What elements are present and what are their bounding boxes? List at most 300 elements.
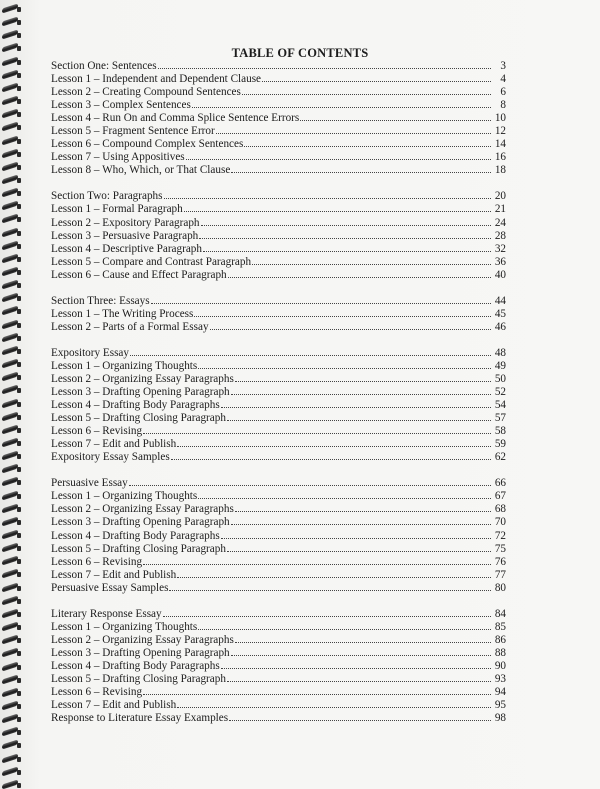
toc-page-number: 57 xyxy=(494,412,506,425)
binding-coil xyxy=(2,779,18,789)
binding-coil xyxy=(2,214,18,224)
dot-leader xyxy=(143,685,491,695)
toc-page-number: 32 xyxy=(494,242,506,255)
toc-entry-label: Lesson 7 – Using Appositives xyxy=(51,151,185,164)
binding-coil xyxy=(2,556,18,566)
toc-entry-label: Section Two: Paragraphs xyxy=(51,190,163,203)
binding-coil xyxy=(2,753,18,763)
binding-hole xyxy=(17,480,21,485)
binding-coil xyxy=(2,608,18,618)
binding-hole xyxy=(17,375,21,380)
binding-coil xyxy=(2,201,18,211)
toc-page-number: 20 xyxy=(494,190,506,203)
binding-coil xyxy=(2,227,18,237)
page-title: TABLE OF CONTENTS xyxy=(231,46,369,60)
toc-entry xyxy=(51,698,506,711)
toc-page-number: 3 xyxy=(500,60,506,72)
binding-hole xyxy=(17,86,21,91)
toc-entry xyxy=(51,242,506,255)
toc-entry xyxy=(51,268,506,281)
toc-entry-label: Lesson 1 – Formal Paragraph xyxy=(51,203,183,216)
toc-entry xyxy=(51,659,506,672)
binding-hole xyxy=(17,165,21,170)
toc-entry-label: Lesson 2 – Parts of a Formal Essay xyxy=(51,320,209,333)
dot-leader xyxy=(129,476,491,486)
binding-coil xyxy=(2,345,18,355)
toc-entry xyxy=(51,568,506,581)
dot-leader xyxy=(198,359,491,369)
dot-leader xyxy=(163,607,491,617)
binding-hole xyxy=(17,507,21,512)
toc-entry-label: Lesson 7 – Edit and Publish xyxy=(51,438,177,451)
dot-leader xyxy=(221,659,491,669)
toc-entry xyxy=(51,385,506,398)
toc-entry-label: Persuasive Essay Samples xyxy=(51,581,169,594)
binding-hole xyxy=(17,231,21,236)
binding-coil xyxy=(2,464,18,474)
toc-entry xyxy=(51,137,506,150)
dot-leader xyxy=(227,411,491,421)
binding-coil xyxy=(2,240,18,250)
binding-coil xyxy=(2,69,18,79)
binding-coil xyxy=(2,332,18,342)
table-of-contents xyxy=(51,59,506,724)
dot-leader xyxy=(231,515,491,525)
toc-entry-label: Lesson 4 – Drafting Body Paragraphs xyxy=(51,399,220,412)
toc-page-number: 68 xyxy=(494,503,506,516)
toc-entry-label: Lesson 1 – Organizing Thoughts xyxy=(51,620,198,633)
binding-hole xyxy=(17,678,21,683)
binding-hole xyxy=(17,125,21,130)
toc-section-heading xyxy=(51,294,506,307)
toc-page-number: 62 xyxy=(494,451,506,464)
binding-hole xyxy=(17,586,21,591)
binding-coil xyxy=(2,358,18,368)
binding-hole xyxy=(17,402,21,407)
toc-page-number: 95 xyxy=(494,699,506,712)
binding-coil xyxy=(2,687,18,697)
binding-hole xyxy=(17,270,21,275)
dot-leader xyxy=(262,72,491,82)
toc-page-number: 77 xyxy=(494,568,506,581)
binding-coil xyxy=(2,621,18,631)
toc-page-number: 76 xyxy=(494,555,506,568)
toc-section-heading xyxy=(51,346,506,359)
toc-page-number: 75 xyxy=(494,542,506,555)
toc-entry-label: Expository Essay Samples xyxy=(51,451,170,464)
binding-coil xyxy=(2,17,18,27)
binding-coil xyxy=(2,280,18,290)
toc-entry xyxy=(51,672,506,685)
dot-leader xyxy=(300,111,491,121)
dot-leader xyxy=(198,489,491,499)
toc-entry-label: Literary Response Essay xyxy=(51,607,162,620)
spiral-binding xyxy=(0,0,26,789)
dot-leader xyxy=(177,568,491,578)
binding-hole xyxy=(17,599,21,604)
toc-entry xyxy=(51,307,506,320)
binding-hole xyxy=(17,757,21,762)
toc-entry-label: Lesson 1 – Organizing Thoughts xyxy=(51,359,198,372)
toc-page-number: 46 xyxy=(494,320,506,333)
toc-entry-label: Lesson 4 – Drafting Body Paragraphs xyxy=(51,529,220,542)
dot-leader xyxy=(231,646,491,656)
toc-page-number: 6 xyxy=(500,86,506,99)
dot-leader xyxy=(186,150,491,160)
binding-coil xyxy=(2,174,18,184)
toc-entry-label: Section One: Sentences xyxy=(51,60,157,72)
dot-leader xyxy=(227,542,491,552)
dot-leader xyxy=(151,294,491,304)
toc-entry xyxy=(51,437,506,450)
toc-entry-label: Lesson 3 – Drafting Opening Paragraph xyxy=(51,646,230,659)
binding-hole xyxy=(17,323,21,328)
toc-page-number: 10 xyxy=(494,112,506,125)
binding-hole xyxy=(17,651,21,656)
toc-page-number: 40 xyxy=(494,268,506,281)
toc-entry xyxy=(51,529,506,542)
toc-entry-label: Lesson 1 – Independent and Dependent Clause xyxy=(51,73,262,86)
toc-page-number: 12 xyxy=(494,125,506,138)
toc-entry xyxy=(51,620,506,633)
binding-coil xyxy=(2,740,18,750)
binding-coil xyxy=(2,411,18,421)
toc-entry xyxy=(51,711,506,724)
toc-section-heading xyxy=(51,607,506,620)
binding-hole xyxy=(17,139,21,144)
dot-leader xyxy=(221,398,491,408)
binding-coil xyxy=(2,450,18,460)
binding-hole xyxy=(17,362,21,367)
binding-hole xyxy=(17,454,21,459)
binding-coil xyxy=(2,3,18,13)
toc-entry-label: Lesson 2 – Organizing Essay Paragraphs xyxy=(51,503,234,516)
binding-hole xyxy=(17,743,21,748)
toc-entry xyxy=(51,320,506,333)
binding-coil xyxy=(2,661,18,671)
binding-coil xyxy=(2,293,18,303)
binding-coil xyxy=(2,674,18,684)
toc-page-number: 88 xyxy=(494,646,506,659)
binding-hole xyxy=(17,665,21,670)
dot-leader xyxy=(194,307,491,317)
binding-hole xyxy=(17,559,21,564)
toc-entry-label: Lesson 2 – Organizing Essay Paragraphs xyxy=(51,633,234,646)
dot-leader xyxy=(164,189,492,199)
dot-leader xyxy=(227,672,491,682)
toc-page-number: 85 xyxy=(494,620,506,633)
toc-entry-label: Lesson 6 – Cause and Effect Paragraph xyxy=(51,268,227,281)
toc-entry xyxy=(51,85,506,98)
binding-hole xyxy=(17,428,21,433)
binding-hole xyxy=(17,415,21,420)
dot-leader xyxy=(210,320,491,330)
toc-entry xyxy=(51,150,506,163)
dot-leader xyxy=(203,242,491,252)
binding-coil xyxy=(2,766,18,776)
binding-coil xyxy=(2,727,18,737)
toc-page-number: 50 xyxy=(494,372,506,385)
toc-entry-label: Lesson 6 – Compound Complex Sentences xyxy=(51,138,244,151)
binding-coil xyxy=(2,635,18,645)
binding-hole xyxy=(17,612,21,617)
dot-leader xyxy=(228,268,491,278)
binding-coil xyxy=(2,319,18,329)
toc-page-number: 67 xyxy=(494,490,506,503)
dot-leader xyxy=(169,581,491,591)
dot-leader xyxy=(252,255,491,265)
toc-entry-label: Lesson 7 – Edit and Publish xyxy=(51,699,177,712)
binding-coil xyxy=(2,82,18,92)
toc-entry-label: Lesson 3 – Drafting Opening Paragraph xyxy=(51,516,230,529)
binding-hole xyxy=(17,533,21,538)
toc-page-number: 58 xyxy=(494,425,506,438)
binding-hole xyxy=(17,217,21,222)
toc-entry xyxy=(51,502,506,515)
toc-entry-label: Section Three: Essays xyxy=(51,294,150,307)
binding-coil xyxy=(2,148,18,158)
binding-hole xyxy=(17,244,21,249)
toc-entry xyxy=(51,424,506,437)
toc-section-heading xyxy=(51,476,506,489)
dot-leader xyxy=(177,437,491,447)
dot-leader xyxy=(198,620,491,630)
toc-entry-label: Response to Literature Essay Examples xyxy=(51,712,229,725)
binding-hole xyxy=(17,33,21,38)
toc-entry xyxy=(51,633,506,646)
binding-coil xyxy=(2,135,18,145)
dot-leader xyxy=(231,163,491,173)
binding-hole xyxy=(17,349,21,354)
binding-coil xyxy=(2,161,18,171)
toc-entry xyxy=(51,555,506,568)
toc-entry-label: Lesson 5 – Compare and Contrast Paragraph xyxy=(51,255,252,268)
binding-coil xyxy=(2,266,18,276)
binding-hole xyxy=(17,152,21,157)
binding-hole xyxy=(17,625,21,630)
toc-entry xyxy=(51,685,506,698)
toc-entry xyxy=(51,255,506,268)
section-gap xyxy=(51,594,506,607)
toc-entry-label: Lesson 7 – Edit and Publish xyxy=(51,568,177,581)
binding-coil xyxy=(2,424,18,434)
section-gap xyxy=(51,463,506,476)
binding-hole xyxy=(17,520,21,525)
toc-entry xyxy=(51,72,506,85)
toc-section-heading xyxy=(51,59,506,72)
dot-leader xyxy=(143,555,491,565)
toc-entry-label: Lesson 3 – Complex Sentences xyxy=(51,99,191,112)
toc-entry-label: Lesson 1 – Organizing Thoughts xyxy=(51,490,198,503)
toc-entry xyxy=(51,359,506,372)
binding-hole xyxy=(17,546,21,551)
toc-page-number: 24 xyxy=(494,216,506,229)
toc-page-number: 54 xyxy=(494,399,506,412)
toc-entry-label: Lesson 6 – Revising xyxy=(51,425,143,438)
dot-leader xyxy=(192,98,491,108)
binding-hole xyxy=(17,704,21,709)
binding-hole xyxy=(17,717,21,722)
toc-page-number: 84 xyxy=(494,607,506,620)
binding-hole xyxy=(17,494,21,499)
toc-page-number: 16 xyxy=(494,151,506,164)
dot-leader xyxy=(158,59,491,69)
toc-entry-label: Expository Essay xyxy=(51,346,129,359)
toc-page-number: 28 xyxy=(494,229,506,242)
binding-hole xyxy=(17,112,21,117)
dot-leader xyxy=(216,124,491,134)
dot-leader xyxy=(177,698,491,708)
toc-page-number: 36 xyxy=(494,255,506,268)
binding-coil xyxy=(2,122,18,132)
toc-entry-label: Lesson 4 – Descriptive Paragraph xyxy=(51,242,202,255)
dot-leader xyxy=(201,216,491,226)
binding-hole xyxy=(17,467,21,472)
binding-coil xyxy=(2,477,18,487)
toc-entry-label: Lesson 3 – Persuasive Paragraph xyxy=(51,229,199,242)
binding-hole xyxy=(17,178,21,183)
toc-page-number: 21 xyxy=(494,203,506,216)
binding-hole xyxy=(17,283,21,288)
toc-page-number: 93 xyxy=(494,672,506,685)
toc-page-number: 14 xyxy=(494,138,506,151)
binding-coil xyxy=(2,503,18,513)
binding-coil xyxy=(2,543,18,553)
dot-leader xyxy=(229,711,491,721)
toc-entry-label: Lesson 5 – Drafting Closing Paragraph xyxy=(51,672,226,685)
toc-entry xyxy=(51,124,506,137)
binding-coil xyxy=(2,306,18,316)
binding-hole xyxy=(17,730,21,735)
toc-entry-label: Lesson 2 – Creating Compound Sentences xyxy=(51,86,241,99)
toc-page-number: 90 xyxy=(494,659,506,672)
binding-hole xyxy=(17,191,21,196)
binding-coil xyxy=(2,529,18,539)
binding-hole xyxy=(17,73,21,78)
section-gap xyxy=(51,176,506,189)
toc-entry xyxy=(51,163,506,176)
section-gap xyxy=(51,333,506,346)
dot-leader xyxy=(130,346,491,356)
dot-leader xyxy=(242,85,491,95)
dot-leader xyxy=(221,529,491,539)
toc-page-number: 18 xyxy=(494,164,506,177)
binding-coil xyxy=(2,398,18,408)
toc-page-number: 4 xyxy=(500,73,506,86)
toc-entry xyxy=(51,398,506,411)
toc-entry-label: Lesson 2 – Expository Paragraph xyxy=(51,216,200,229)
binding-coil xyxy=(2,253,18,263)
toc-entry-label: Lesson 5 – Drafting Closing Paragraph xyxy=(51,412,226,425)
toc-page-number: 70 xyxy=(494,516,506,529)
toc-entry-label: Lesson 4 – Drafting Body Paragraphs xyxy=(51,659,220,672)
toc-entry-label: Persuasive Essay xyxy=(51,477,128,490)
toc-page-number: 59 xyxy=(494,438,506,451)
toc-entry xyxy=(51,372,506,385)
binding-coil xyxy=(2,595,18,605)
binding-coil xyxy=(2,516,18,526)
toc-entry-label: Lesson 3 – Drafting Opening Paragraph xyxy=(51,386,230,399)
binding-hole xyxy=(17,783,21,788)
toc-entry-label: Lesson 8 – Who, Which, or That Clause xyxy=(51,164,231,177)
binding-hole xyxy=(17,441,21,446)
binding-coil xyxy=(2,569,18,579)
toc-page-number: 49 xyxy=(494,359,506,372)
binding-coil xyxy=(2,700,18,710)
binding-coil xyxy=(2,582,18,592)
binding-hole xyxy=(17,204,21,209)
toc-entry-label: Lesson 1 – The Writing Process xyxy=(51,307,194,320)
binding-hole xyxy=(17,257,21,262)
dot-leader xyxy=(171,450,491,460)
toc-page-number: 66 xyxy=(494,477,506,490)
binding-hole xyxy=(17,691,21,696)
toc-entry xyxy=(51,98,506,111)
toc-page-number: 8 xyxy=(500,99,506,112)
toc-page-number: 98 xyxy=(494,712,506,725)
dot-leader xyxy=(231,385,491,395)
toc-page-number: 45 xyxy=(494,307,506,320)
toc-page-number: 94 xyxy=(494,686,506,699)
binding-coil xyxy=(2,372,18,382)
toc-entry-label: Lesson 4 – Run On and Comma Splice Sentence Errors xyxy=(51,112,300,125)
toc-entry-label: Lesson 2 – Organizing Essay Paragraphs xyxy=(51,372,234,385)
binding-hole xyxy=(17,296,21,301)
binding-hole xyxy=(17,99,21,104)
binding-hole xyxy=(17,336,21,341)
toc-entry xyxy=(51,515,506,528)
binding-hole xyxy=(17,572,21,577)
toc-entry xyxy=(51,229,506,242)
binding-coil xyxy=(2,95,18,105)
binding-hole xyxy=(17,20,21,25)
toc-entry-label: Lesson 6 – Revising xyxy=(51,555,143,568)
toc-entry-label: Lesson 6 – Revising xyxy=(51,686,143,699)
toc-entry xyxy=(51,542,506,555)
toc-page-number: 72 xyxy=(494,529,506,542)
toc-entry xyxy=(51,489,506,502)
binding-hole xyxy=(17,638,21,643)
toc-page-number: 80 xyxy=(494,581,506,594)
binding-coil xyxy=(2,648,18,658)
toc-entry xyxy=(51,411,506,424)
dot-leader xyxy=(235,502,491,512)
dot-leader xyxy=(235,372,491,382)
section-gap xyxy=(51,281,506,294)
dot-leader xyxy=(199,229,491,239)
binding-coil xyxy=(2,437,18,447)
toc-entry-label: Lesson 5 – Fragment Sentence Error xyxy=(51,125,215,138)
toc-entry xyxy=(51,111,506,124)
toc-entry xyxy=(51,581,506,594)
dot-leader xyxy=(184,202,491,212)
toc-entry xyxy=(51,216,506,229)
binding-hole xyxy=(17,309,21,314)
dot-leader xyxy=(235,633,491,643)
toc-entry-label: Lesson 5 – Drafting Closing Paragraph xyxy=(51,542,226,555)
binding-hole xyxy=(17,7,21,12)
toc-page-number: 86 xyxy=(494,633,506,646)
binding-coil xyxy=(2,187,18,197)
binding-coil xyxy=(2,385,18,395)
binding-coil xyxy=(2,490,18,500)
binding-coil xyxy=(2,30,18,40)
toc-page-number: 48 xyxy=(494,346,506,359)
binding-coil xyxy=(2,713,18,723)
dot-leader xyxy=(244,137,491,147)
binding-hole xyxy=(17,388,21,393)
toc-entry xyxy=(51,450,506,463)
